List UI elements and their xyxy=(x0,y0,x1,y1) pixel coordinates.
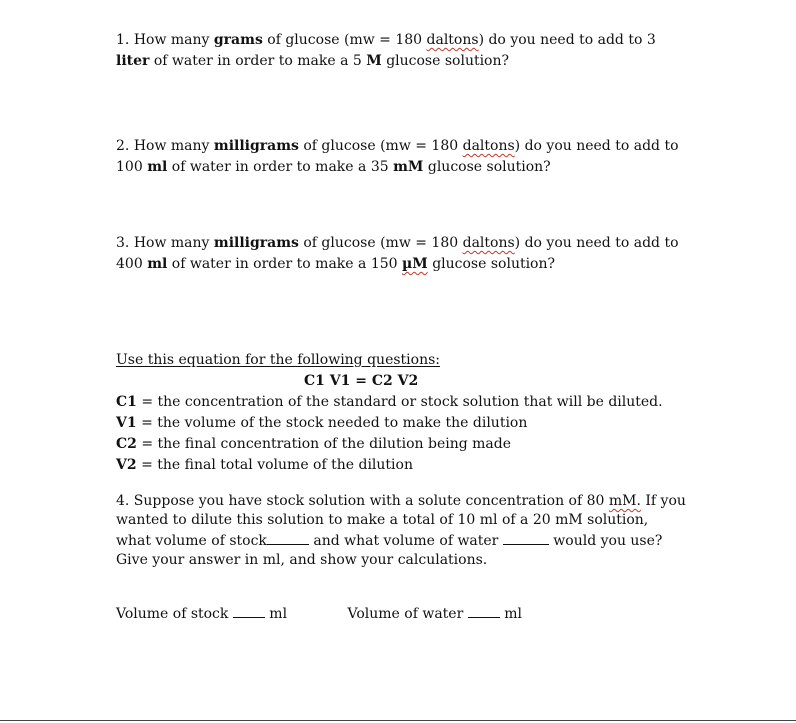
q1-text-2: of glucose (mw = 180 xyxy=(267,32,423,48)
q1-bold-grams: grams xyxy=(213,32,263,48)
def-text: = the volume of the stock needed to make the dilution xyxy=(141,415,528,431)
definition-c2 xyxy=(116,434,686,455)
q3-spell-daltons: daltons xyxy=(462,235,515,251)
water-volume-blank[interactable] xyxy=(503,530,549,545)
q1-text-4: of water in order to make a 5 xyxy=(153,53,362,69)
water-label: Volume of water xyxy=(347,606,464,622)
q4-text-1: 4. Suppose you have stock solution with a solute concentration of 80 xyxy=(116,493,605,509)
q2-number: 2. xyxy=(116,138,130,154)
stock-unit: ml xyxy=(269,606,288,622)
q4-text-4: would you use? Give your answer in ml, and show your calculations. xyxy=(116,533,663,568)
page-bottom-divider xyxy=(0,720,796,721)
q3-text-3: ) do you need to add to 400 xyxy=(116,235,679,272)
equation-section xyxy=(116,350,686,476)
definition-v2 xyxy=(116,455,686,476)
water-answer xyxy=(348,603,522,625)
def-text: = the concentration of the standard or stock solution that will be diluted. xyxy=(141,394,663,410)
q2-spell-daltons: daltons xyxy=(462,138,515,154)
q1-text-3: ) do you need to add to 3 xyxy=(478,32,656,48)
stock-volume-blank[interactable] xyxy=(267,530,309,545)
q1-number: 1. xyxy=(116,32,130,48)
q2-text-2: of glucose (mw = 180 xyxy=(303,138,459,154)
definition-c1 xyxy=(116,392,686,413)
definition-v1 xyxy=(116,413,686,434)
q2-text-1: How many xyxy=(133,138,210,154)
q3-text-4: of water in order to make a 150 xyxy=(171,256,398,272)
q1-text-1: How many xyxy=(133,32,210,48)
q2-bold-milligrams: milligrams xyxy=(213,138,299,154)
q1-bold-liter: liter xyxy=(116,53,150,69)
def-term: V2 xyxy=(116,457,137,473)
q3-text-1: How many xyxy=(133,235,210,251)
answer-line xyxy=(116,603,676,625)
question-1 xyxy=(116,30,686,72)
stock-answer-blank[interactable] xyxy=(233,603,265,618)
def-term: C1 xyxy=(116,394,137,410)
equation-title: Use this equation for the following questions: xyxy=(116,352,440,368)
q3-bold-milligrams: milligrams xyxy=(213,235,299,251)
q2-bold-mm: mM xyxy=(393,159,424,175)
q2-text-5: glucose solution? xyxy=(427,159,551,175)
question-4 xyxy=(116,492,686,570)
stock-label: Volume of stock xyxy=(116,606,229,622)
q1-text-5: glucose solution? xyxy=(386,53,510,69)
q4-text-2: If you wanted to dilute this solution to make a total of 10 ml of a 20 mM solution, what volume of stock xyxy=(116,493,686,549)
q3-bold-um: µM xyxy=(402,256,428,272)
q2-bold-ml: ml xyxy=(147,159,168,175)
q3-text-5: glucose solution? xyxy=(432,256,556,272)
q1-spell-daltons: daltons xyxy=(426,32,479,48)
equation-formula: C1 V1 = C2 V2 xyxy=(304,373,419,389)
stock-answer xyxy=(116,603,287,625)
q4-text-3: and what volume of water xyxy=(313,533,499,549)
q2-text-3: ) do you need to add to 100 xyxy=(116,138,679,175)
def-text: = the final total volume of the dilution xyxy=(141,457,413,473)
water-answer-blank[interactable] xyxy=(468,603,500,618)
q3-number: 3. xyxy=(116,235,130,251)
q2-text-4: of water in order to make a 35 xyxy=(171,159,389,175)
def-text: = the final concentration of the dilution being made xyxy=(141,436,512,452)
q1-bold-m: M xyxy=(366,53,382,69)
question-2 xyxy=(116,136,686,178)
q4-spell-mm: mM. xyxy=(608,493,641,509)
question-3 xyxy=(116,233,686,275)
q3-text-2: of glucose (mw = 180 xyxy=(303,235,459,251)
def-term: C2 xyxy=(116,436,137,452)
q3-bold-ml: ml xyxy=(147,256,168,272)
def-term: V1 xyxy=(116,415,137,431)
water-unit: ml xyxy=(504,606,522,622)
